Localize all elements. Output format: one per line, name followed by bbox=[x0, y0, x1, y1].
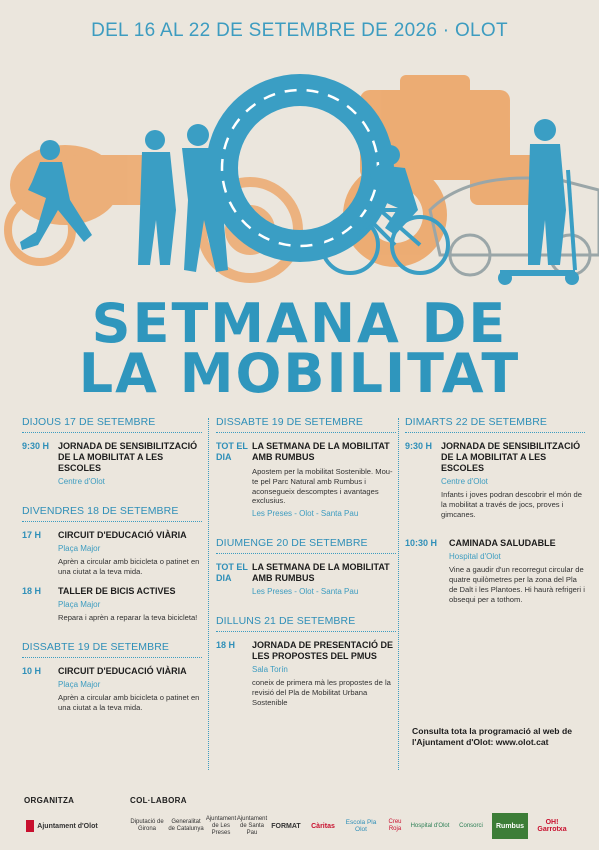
event-description: Aprèn a circular amb bicicleta o patinet en una ciutat a la teva mida. bbox=[58, 693, 200, 713]
event-location: Plaça Major bbox=[58, 599, 101, 609]
day-heading: DIUMENGE 20 DE SETEMBRE bbox=[216, 537, 396, 554]
day-block bbox=[216, 615, 396, 707]
partner-logo: Escola Pla Olot bbox=[345, 819, 377, 833]
event-description: Repara i aprèn a reparar la teva bicicleta! bbox=[58, 612, 198, 622]
partner-logo: Diputació de Girona bbox=[130, 819, 164, 832]
event-item bbox=[216, 562, 396, 596]
event-title: CIRCUIT D'EDUCACIÓ VIÀRIA bbox=[58, 530, 187, 540]
event-title: LA SETMANA DE LA MOBILITAT AMB RUMBUS bbox=[252, 562, 390, 584]
day-block bbox=[405, 416, 585, 605]
event-item bbox=[216, 441, 396, 518]
schedule-column-3 bbox=[405, 416, 585, 614]
event-location: Sala Torín bbox=[252, 665, 288, 675]
schedule-column-2 bbox=[216, 416, 396, 717]
event-title: JORNADA DE SENSIBILITZACIÓ DE LA MOBILITAT A LES ESCOLES bbox=[441, 441, 581, 473]
partner-logo: FORMAT bbox=[271, 822, 301, 830]
event-item bbox=[22, 530, 202, 577]
partner-logo: OH! Garrotxa bbox=[537, 819, 567, 833]
collabora-label: COL·LABORA bbox=[130, 796, 187, 805]
event-description: Apostem per la mobilitat Sostenible. Mou-te pel Parc Natural amb Rumbus i aconsegueix descomptes i avantages exclusius. bbox=[252, 467, 393, 506]
partner-logo: Ajuntament de Les Preses bbox=[205, 815, 237, 836]
event-title: CAMINADA SALUDABLE bbox=[449, 538, 556, 549]
partner-logos bbox=[128, 813, 588, 839]
day-heading: DISSABTE 19 DE SETEMBRE bbox=[216, 416, 396, 433]
event-description: Aprèn a circular amb bicicleta o patinet en una ciutat a la teva mida. bbox=[58, 557, 200, 576]
event-time: 18 H bbox=[216, 640, 236, 651]
event-description: coneix de primera mà les propostes de la revisió del Pla de Mobilitat Urbana Sostenible bbox=[252, 678, 391, 707]
day-block bbox=[216, 537, 396, 596]
event-item bbox=[22, 586, 202, 623]
organizer-logo bbox=[22, 813, 102, 839]
day-heading: DILLUNS 21 DE SETEMBRE bbox=[216, 615, 396, 632]
event-location: Centre d'Olot bbox=[58, 477, 105, 486]
day-heading: DIJOUS 17 DE SETEMBRE bbox=[22, 416, 202, 433]
event-title: JORNADA DE PRESENTACIÓ DE LES PROPOSTES DEL PMUS bbox=[252, 640, 394, 662]
event-time: TOT EL DIA bbox=[216, 562, 248, 584]
website-call-to-action: Consulta tota la programació al web de l'Ajuntament d'Olot: www.olot.cat bbox=[412, 726, 572, 747]
event-time: TOT EL DIA bbox=[216, 441, 248, 462]
event-time: 9:30 H bbox=[22, 441, 50, 451]
event-item bbox=[216, 640, 396, 707]
event-item bbox=[405, 441, 585, 519]
event-location: Les Preses - Olot - Santa Pau bbox=[252, 509, 359, 519]
day-block bbox=[22, 416, 202, 486]
partner-logo: Consorci bbox=[459, 822, 483, 829]
partner-logo: Creu Roja bbox=[388, 819, 402, 832]
poster-title-line-2: LA MOBILITAT bbox=[78, 342, 521, 405]
event-location: Les Preses - Olot - Santa Pau bbox=[252, 587, 359, 597]
event-location: Centre d'Olot bbox=[441, 477, 488, 486]
partner-logo: Ajuntament de Santa Pau bbox=[236, 815, 268, 836]
event-time: 10 H bbox=[22, 666, 42, 677]
hero-illustration bbox=[0, 60, 599, 290]
event-description: Infants i joves podran descobrir el món de la mobilitat a través de jocs, proves i gimcanes. bbox=[441, 490, 582, 519]
event-title: JORNADA DE SENSIBILITZACIÓ DE LA MOBILITAT A LES ESCOLES bbox=[58, 441, 198, 473]
partner-logo: Càritas bbox=[311, 822, 335, 830]
event-description: Vine a gaudir d'un recorregut circular de quatre quilòmetres per la zona del Pla de Dalt i les Plantoes. Hi haurà refrigeri i obsequi per a tothom. bbox=[449, 565, 585, 604]
day-heading: DIVENDRES 18 DE SETEMBRE bbox=[22, 505, 202, 522]
schedule-column-1 bbox=[22, 416, 202, 722]
event-title: TALLER DE BICIS ACTIVES bbox=[58, 585, 176, 596]
partner-logo: Generalitat de Catalunya bbox=[168, 819, 204, 832]
partner-logo: Rumbus bbox=[492, 813, 528, 839]
event-location: Hospital d'Olot bbox=[449, 552, 501, 562]
event-title: LA SETMANA DE LA MOBILITAT AMB RUMBUS bbox=[252, 441, 390, 462]
event-dates: DEL 16 AL 22 DE SETEMBRE DE 2026 · OLOT bbox=[91, 20, 508, 41]
column-divider bbox=[398, 418, 399, 770]
day-block bbox=[216, 416, 396, 518]
event-title: CIRCUIT D'EDUCACIÓ VIÀRIA bbox=[58, 666, 187, 677]
organizer-name: Ajuntament d'Olot bbox=[37, 822, 98, 830]
event-location: Plaça Major bbox=[58, 544, 101, 553]
event-item bbox=[22, 666, 202, 713]
day-heading: DISSABTE 19 DE SETEMBRE bbox=[22, 641, 202, 658]
column-divider bbox=[208, 418, 209, 770]
day-block bbox=[22, 505, 202, 622]
event-time: 9:30 H bbox=[405, 441, 433, 451]
day-block bbox=[22, 641, 202, 713]
event-location: Plaça Major bbox=[58, 680, 101, 690]
event-time: 10:30 H bbox=[405, 538, 438, 549]
partner-logo: Hospital d'Olot bbox=[410, 822, 450, 829]
event-time: 18 H bbox=[22, 585, 42, 596]
event-time: 17 H bbox=[22, 530, 42, 540]
organitza-label: ORGANITZA bbox=[24, 796, 75, 805]
day-heading: DIMARTS 22 DE SETEMBRE bbox=[405, 416, 585, 433]
event-item bbox=[405, 538, 585, 604]
poster-title-line-1: SETMANA DE bbox=[91, 292, 508, 355]
event-item bbox=[22, 441, 202, 486]
